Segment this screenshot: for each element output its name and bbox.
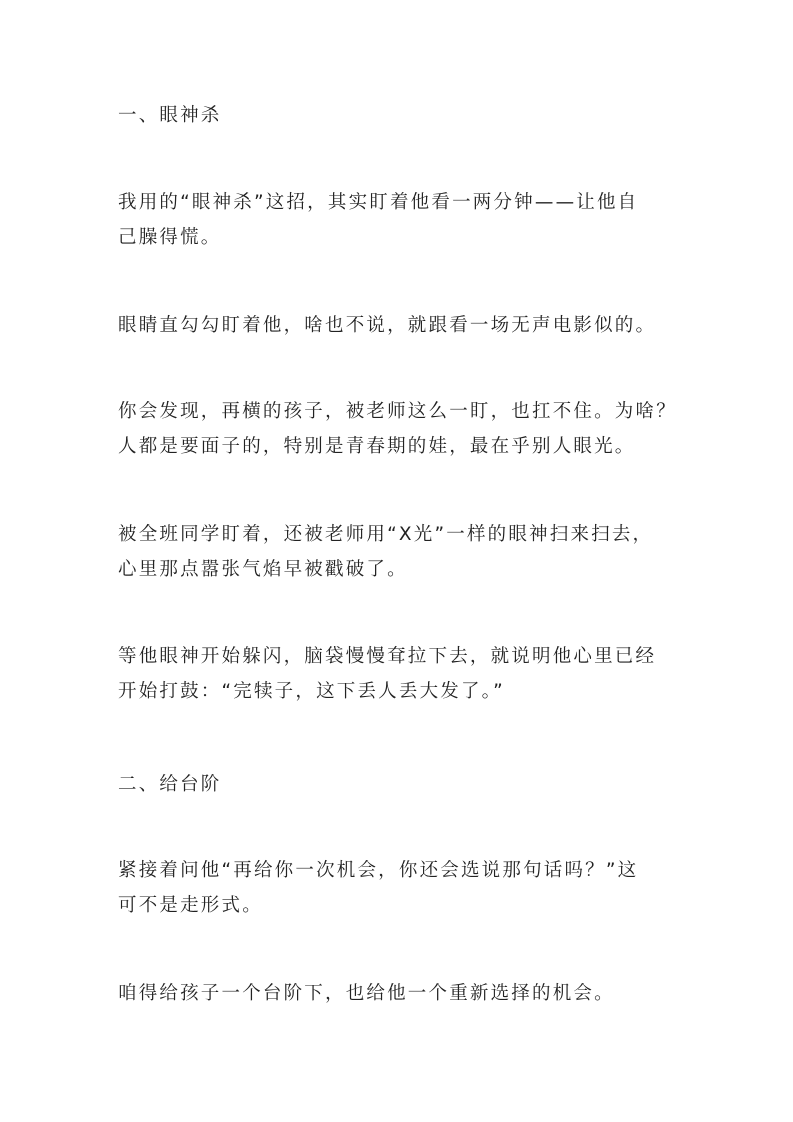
- paragraph-line: 被全班同学盯着，还被老师用“X光”一样的眼神扫来扫去，: [118, 524, 654, 545]
- paragraph-6: [118, 853, 678, 923]
- paragraph-7: [118, 976, 678, 1011]
- paragraph-line: 心里那点嚣张气焰早被戳破了。: [118, 559, 408, 580]
- paragraph-2: [118, 308, 678, 343]
- paragraph-4: [118, 517, 678, 587]
- paragraph-line: 我用的“眼神杀”这招，其实盯着他看一两分钟——让他自: [118, 192, 639, 213]
- paragraph-line: 己臊得慌。: [118, 227, 222, 248]
- paragraph-line: 你会发现，再横的孩子，被老师这么一盯，也扛不住。为啥？: [118, 401, 677, 422]
- paragraph-line: 开始打鼓：“完犊子，这下丢人丢大发了。”: [118, 681, 505, 702]
- section-heading-2: [118, 767, 678, 802]
- paragraph-3: [118, 394, 678, 464]
- heading-text: 二、给台阶: [118, 774, 222, 795]
- paragraph-line: 可不是走形式。: [118, 895, 263, 916]
- paragraph-line: 人都是要面子的，特别是青春期的娃，最在乎别人眼光。: [118, 436, 636, 457]
- section-heading-1: [118, 98, 678, 133]
- paragraph-line: 眼睛直勾勾盯着他，啥也不说，就跟看一场无声电影似的。: [118, 315, 657, 336]
- heading-text: 一、眼神杀: [118, 105, 222, 126]
- paragraph-line: 等他眼神开始躲闪，脑袋慢慢耷拉下去，就说明他心里已经: [118, 646, 657, 667]
- paragraph-5: [118, 639, 678, 709]
- paragraph-1: [118, 185, 678, 255]
- paragraph-line: 咱得给孩子一个台阶下，也给他一个重新选择的机会。: [118, 983, 615, 1004]
- paragraph-line: 紧接着问他“再给你一次机会，你还会选说那句话吗？”这: [118, 860, 639, 881]
